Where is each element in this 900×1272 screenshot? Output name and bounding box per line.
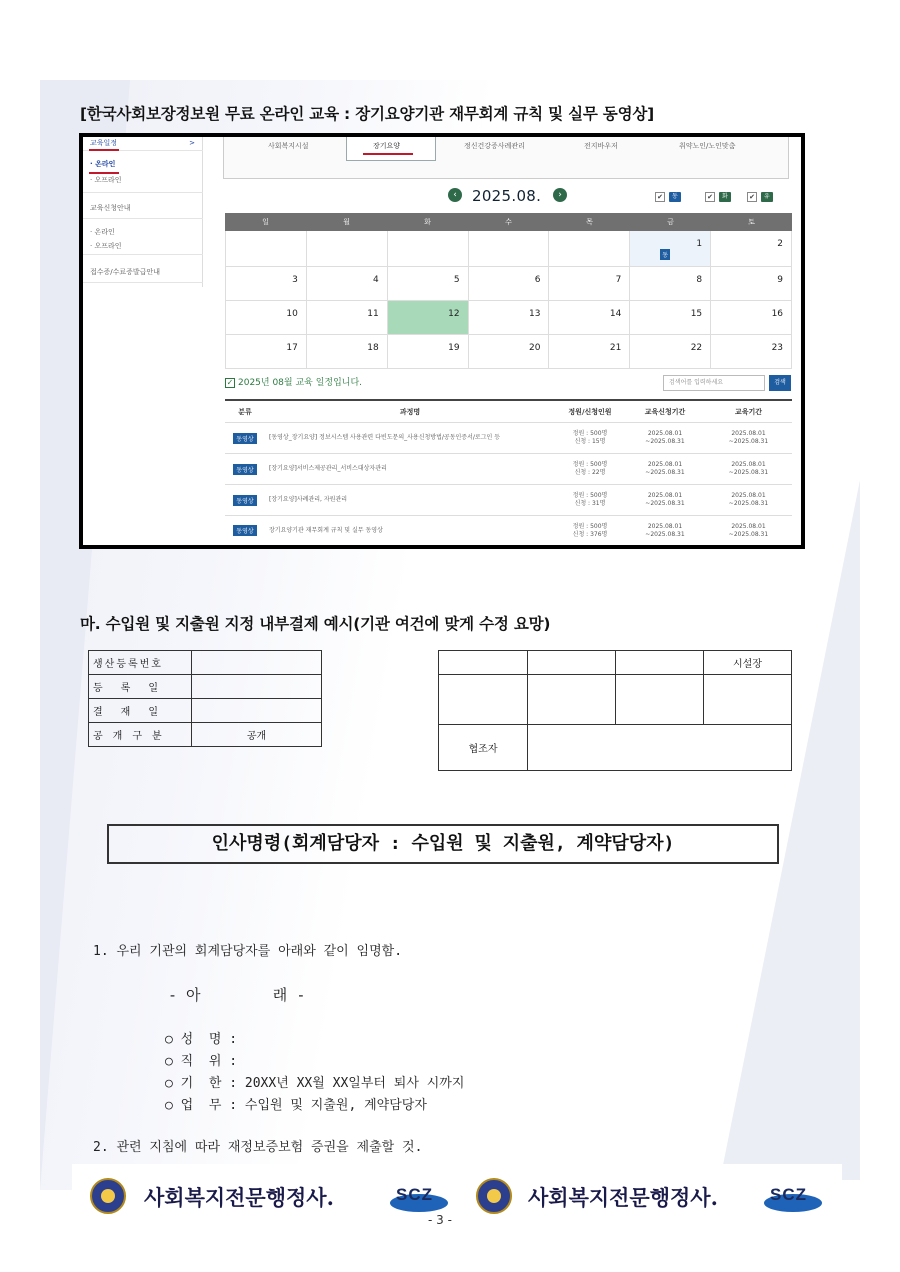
calendar-day[interactable] [630,301,711,335]
table-row [439,675,792,725]
date: ~2025.08.31 [645,530,685,538]
calendar [225,213,792,369]
day-number: 21 [609,343,622,353]
logo-text: SCZ [396,1185,433,1204]
reg-label: 생산등록번호 [89,651,192,675]
weekday-tue: 화 [424,218,431,226]
signature-cell [528,675,616,725]
order-duty: ○ 업 무 : 수입원 및 지출원, 계약담당자 [165,1098,427,1113]
org-name: 사회복지전문행정사. [144,1185,334,1210]
day-number: 5 [453,275,460,285]
apply-period [625,461,705,477]
type-badge: 동영상 [233,525,256,536]
calendar-day[interactable] [549,335,630,369]
table-row [89,699,322,723]
tab-long-term-care[interactable]: 장기요양 [373,142,401,150]
date: ~2025.08.31 [728,469,769,476]
apply-period [625,523,705,539]
tab-voucher[interactable]: 전지바우저 [584,142,618,150]
calendar-day[interactable] [469,335,550,369]
calendar-day[interactable] [388,231,469,267]
table-row [89,651,322,675]
search-button[interactable]: 검색 [769,375,791,391]
reg-label: 공 개 구 분 [89,723,192,747]
underline-mark [89,172,119,174]
checkbox[interactable]: ✔ [705,192,715,202]
reg-value: 공개 [192,723,322,747]
table-header [225,401,792,423]
calendar-day[interactable] [388,267,469,301]
capacity: 정원 : 500명 [572,461,608,468]
edu-period [705,523,792,539]
capacity-cell [555,461,625,477]
checkmark-icon: ✓ [226,378,234,387]
reg-label: 등 록 일 [89,675,192,699]
date: ~2025.08.31 [728,530,769,538]
calendar-day[interactable] [469,301,550,335]
page-number: - 3 - [428,1213,452,1227]
col-header: 분류 [238,407,252,416]
day-number: 9 [777,275,784,285]
calendar-day[interactable] [711,231,792,267]
day-number: 1 [696,239,703,249]
approval-table [438,650,792,771]
scz-logo [764,1186,822,1212]
sidebar-item-online2[interactable]: · 온라인 [90,228,115,236]
date: 2025.08.01 [731,461,766,468]
calendar-day-today[interactable] [388,301,469,335]
day-number: 14 [609,309,622,319]
prev-month-button[interactable]: ‹ [448,188,462,202]
table-row[interactable] [225,485,792,516]
calendar-day[interactable] [388,335,469,369]
apply-period [625,430,705,446]
scz-logo [390,1186,448,1212]
calendar-day[interactable] [307,301,388,335]
day-number: 3 [292,275,298,285]
tab-mental-health[interactable]: 정신건강증사례관리 [464,142,525,150]
order-position: ○ 직 위 : [165,1054,238,1069]
day-number: 17 [286,343,298,353]
table-row [89,723,322,747]
sidebar-item-certificate[interactable]: 접수증/수료증발급안내 [83,261,203,283]
weekday-sat: 토 [748,218,755,226]
type-badge: 동영상 [233,433,256,444]
calendar-day[interactable] [630,335,711,369]
calendar-day[interactable] [469,267,550,301]
legend-label: 유튜 [761,192,773,202]
org-name: 사회복지전문행정사. [528,1185,718,1210]
date: 2025.08.01 [647,461,683,468]
day-number: 7 [615,275,622,285]
calendar-week [225,335,792,369]
reg-value [192,699,322,723]
course-table [225,399,792,547]
day-number: 19 [448,343,460,353]
calendar-day[interactable] [549,301,630,335]
reg-value [192,675,322,699]
date: 2025.08.01 [647,522,683,530]
date: ~2025.08.31 [645,500,685,507]
capacity: 정원 : 500명 [572,430,608,437]
order-line-2: 2. 관련 지침에 따라 재정보증보험 증권을 제출할 것. [93,1140,423,1155]
calendar-day[interactable] [226,301,307,335]
registration-table [88,650,322,747]
applied: 신청 : 31명 [574,500,606,507]
calendar-week [225,301,792,335]
calendar-day[interactable] [307,335,388,369]
category-tabs [223,137,789,179]
order-below: - 아 래 - [168,986,306,1004]
checkbox[interactable]: ✔ [747,192,757,202]
approval-cell [616,651,704,675]
date: 2025.08.01 [647,492,683,499]
underline-mark [89,149,119,151]
edu-period [705,492,792,508]
calendar-day[interactable] [549,231,630,267]
capacity-cell [555,523,625,539]
sidebar-item-apply-guide[interactable]: 교육신청안내 [83,197,203,219]
date: 2025.08.01 [647,430,683,437]
section-title: 마. 수입원 및 지출원 지정 내부결제 예시(기관 여건에 맞게 수정 요망) [80,615,551,633]
calendar-day[interactable] [711,267,792,301]
calendar-day[interactable] [630,231,711,267]
day-number: 20 [528,343,541,353]
tab-welfare-facility[interactable]: 사회복지시설 [268,142,309,150]
page-title: [한국사회보장정보원 무료 온라인 교육 : 장기요양기관 재무회계 규칙 및 실무 동영상] [80,105,655,123]
emblem-icon [476,1178,512,1214]
signature-cell [704,675,792,725]
date: 2025.08.01 [731,430,766,437]
table-row [439,725,792,771]
signature-cell [439,675,528,725]
day-number: 10 [286,309,298,319]
capacity: 정원 : 500명 [572,522,608,530]
sidebar-item-label: 교육일정 [90,139,118,147]
signature-cell [616,675,704,725]
calendar-day[interactable] [226,267,307,301]
order-period: ○ 기 한 : 20XX년 XX월 XX일부터 퇴사 시까지 [165,1076,465,1091]
table-row [89,675,322,699]
date: ~2025.08.31 [645,438,685,445]
day-number: 22 [690,343,703,353]
sidebar-item-offline[interactable]: · 오프라인 [83,175,203,193]
calendar-day[interactable] [711,301,792,335]
calendar-day[interactable] [711,335,792,369]
checkbox[interactable]: ✔ [655,192,665,202]
legend-label: 화상 [719,192,731,202]
weekday-sun: 일 [262,218,269,226]
order-line-1: 1. 우리 기관의 회계담당자를 아래와 같이 임명함. [93,944,403,959]
course-title[interactable]: 장기요양기관 재무회계 규칙 및 실무 동영상 [269,526,383,534]
cooperator-label: 협조자 [439,725,528,771]
day-number: 23 [771,343,784,353]
table-row [439,651,792,675]
table-row[interactable] [225,516,792,547]
approval-cell [439,651,528,675]
day-number: 13 [528,309,541,319]
col-header: 과정명 [399,407,421,416]
date: 2025.08.01 [731,522,766,530]
weekday-thu: 목 [586,218,593,226]
day-number: 15 [690,309,703,319]
sidebar-item-online[interactable]: · 온라인 [90,160,116,168]
underline-mark [363,153,413,155]
calendar-day[interactable] [549,267,630,301]
type-badge: 동영상 [233,464,256,475]
col-header: 교육신청기간 [644,407,686,416]
calendar-week [225,267,792,301]
logo-text: SCZ [770,1185,807,1204]
weekday-fri: 금 [667,218,674,226]
date: ~2025.08.31 [728,500,769,507]
day-number: 4 [372,275,379,285]
event-badge[interactable]: 동 [660,249,670,260]
applied: 신청 : 376명 [572,530,608,538]
date: 2025.08.01 [731,492,766,499]
tab-elderly-care[interactable]: 취약노인/노인맞춤 [679,142,736,150]
calendar-week [225,231,792,267]
day-number: 8 [696,275,703,285]
sidebar-item-offline2[interactable]: · 오프라인 [83,241,203,255]
day-number: 16 [771,309,784,319]
emblem-icon [90,1178,126,1214]
order-title: 인사명령(회계담당자 : 수입원 및 지출원, 계약담당자) [107,824,779,864]
day-number: 18 [367,343,379,353]
reg-value [192,651,322,675]
weekday-wed: 수 [505,218,512,226]
date: ~2025.08.31 [645,469,685,476]
edu-period [705,461,792,477]
schedule-notice [225,375,362,388]
footer-watermark [72,1164,842,1218]
capacity: 정원 : 500명 [572,492,608,499]
capacity-cell [555,430,625,446]
applied: 신청 : 22명 [574,469,606,476]
capacity-cell [555,492,625,508]
schedule-notice-text: 2025년 08월 교육 일정입니다. [238,378,363,388]
approval-cell [528,651,616,675]
col-header: 정원/신청인원 [568,407,612,416]
day-number: 12 [448,309,460,319]
calendar-day[interactable] [226,231,307,267]
weekday-mon: 월 [343,218,350,226]
col-header: 교육기간 [734,407,763,416]
calendar-month: 2025.08. [472,187,542,205]
order-name: ○ 성 명 : [165,1032,238,1047]
cooperator-cell [528,725,792,771]
date: ~2025.08.31 [728,438,769,445]
course-title[interactable]: [장기요양]서비스제공관리_서비스대상자관리 [269,465,387,472]
calendar-day[interactable] [469,231,550,267]
legend-label: 동영 [669,192,681,202]
search-input[interactable]: 검색어를 입력하세요 [663,375,765,391]
calendar-weekday-header [225,213,792,231]
sidebar [83,137,203,287]
head-label: 시설장 [704,651,792,675]
calendar-day[interactable] [307,267,388,301]
applied: 신청 : 15명 [574,438,606,445]
type-badge: 동영상 [233,495,256,506]
calendar-day[interactable] [630,267,711,301]
calendar-day[interactable] [307,231,388,267]
day-number: 2 [777,239,784,249]
chevron-right-icon: > [189,139,195,147]
apply-period [625,492,705,508]
calendar-day[interactable] [226,335,307,369]
table-row[interactable] [225,454,792,485]
table-row[interactable] [225,423,792,454]
day-number: 11 [367,309,379,319]
course-title[interactable]: [동영상_장기요양] 정보시스템 사용관련 다빈도문의_사용신청방법/공동인증서/로그인 등 [269,434,501,441]
reg-label: 결 재 일 [89,699,192,723]
next-month-button[interactable]: › [553,188,567,202]
website-screenshot [79,133,805,549]
course-title[interactable]: [장기요양]사례관리, 자원관리 [269,496,348,503]
day-number: 6 [534,275,541,285]
edu-period [705,430,792,446]
